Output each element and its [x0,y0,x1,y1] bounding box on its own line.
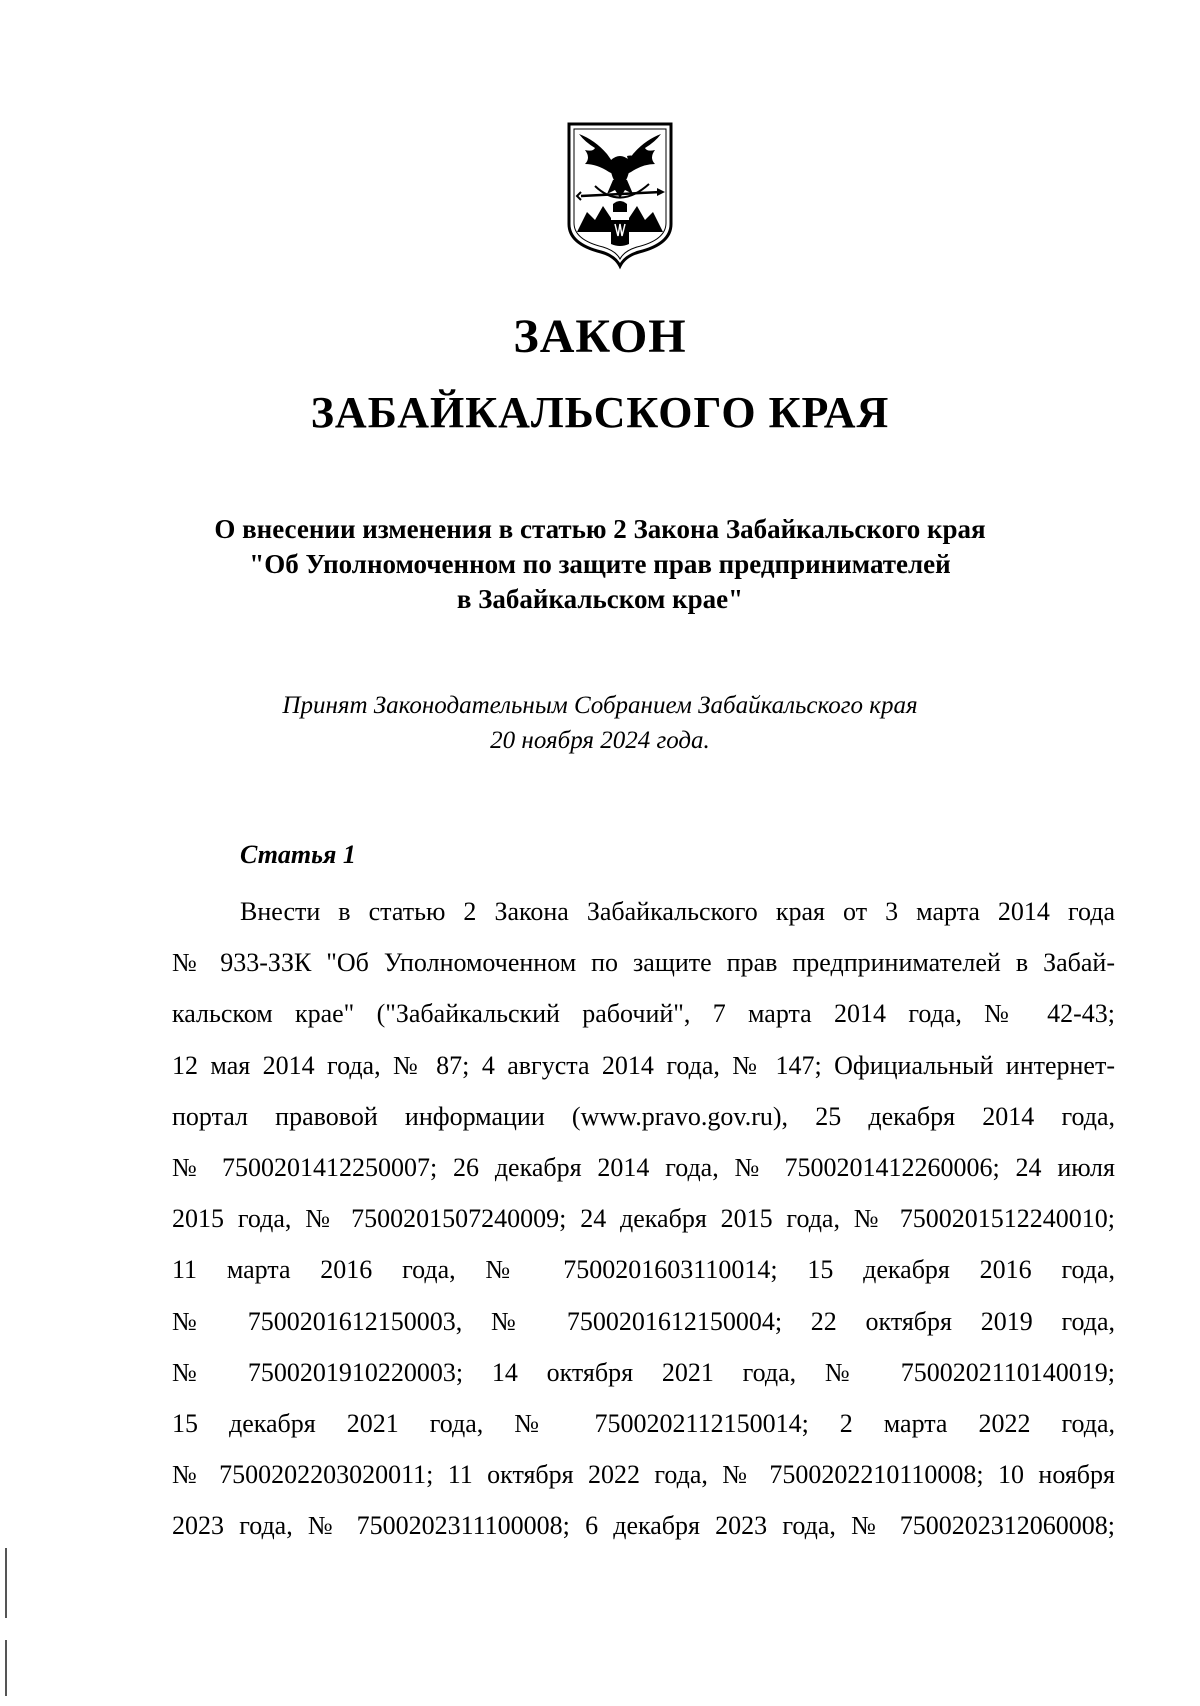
body-line: 2023 года, № 7500202311100008; 6 декабря 2023 года, № 7500202312060008; [172,1511,1115,1541]
coat-of-arms-emblem [565,120,675,270]
subtitle-line: О внесении изменения в статью 2 Закона Забайкальского края [214,514,986,544]
body-line: № 7500201612150003, № 7500201612150004; 22 октября 2019 года, [172,1306,1115,1336]
body-line: 2015 года, № 7500201507240009; 24 декабря 2015 года, № 7500201512240010; [172,1204,1115,1234]
adoption-line: Принят Законодательным Собранием Забайкальского края [282,692,918,719]
article-heading: Статья 1 [240,840,356,869]
body-line: портал правовой информации (www.pravo.gov.ru), 25 декабря 2014 года, [172,1101,1115,1131]
body-line: 15 декабря 2021 года, № 7500202112150014; 2 марта 2022 года, [172,1408,1115,1438]
document-title: ЗАКОН [513,310,687,363]
body-line: Внести в статью 2 Закона Забайкальского края от 3 марта 2014 года [240,897,1115,926]
body-line: № 7500201412250007; 26 декабря 2014 года, № 7500201412260006; 24 июля [172,1152,1115,1182]
body-line: 12 мая 2014 года, № 87; 4 августа 2014 года, № 147; Официальный интернет- [172,1050,1115,1080]
scan-margin-mark [5,1548,7,1618]
document-region: ЗАБАЙКАЛЬСКОГО КРАЯ [310,388,890,437]
scan-margin-mark [5,1640,7,1696]
body-line: № 933-ЗЗК "Об Уполномоченном по защите прав предпринимателей в Забай- [172,948,1115,978]
article-body [172,886,1115,1551]
subtitle-line: "Об Уполномоченном по защите прав предпринимателей [249,549,951,579]
body-line: № 7500201910220003; 14 октября 2021 года, № 7500202110140019; [172,1357,1115,1387]
body-line: 11 марта 2016 года, № 7500201603110014; 15 декабря 2016 года, [172,1255,1115,1285]
adoption-note [140,688,1060,758]
law-subtitle [140,512,1060,617]
body-line: кальском крае" ("Забайкальский рабочий", 7 марта 2014 года, № 42-43; [172,999,1115,1029]
body-line: № 7500202203020011; 11 октября 2022 года, № 7500202210110008; 10 ноября [172,1460,1115,1490]
subtitle-line: в Забайкальском крае" [456,584,744,614]
adoption-date: 20 ноября 2024 года. [490,727,710,754]
